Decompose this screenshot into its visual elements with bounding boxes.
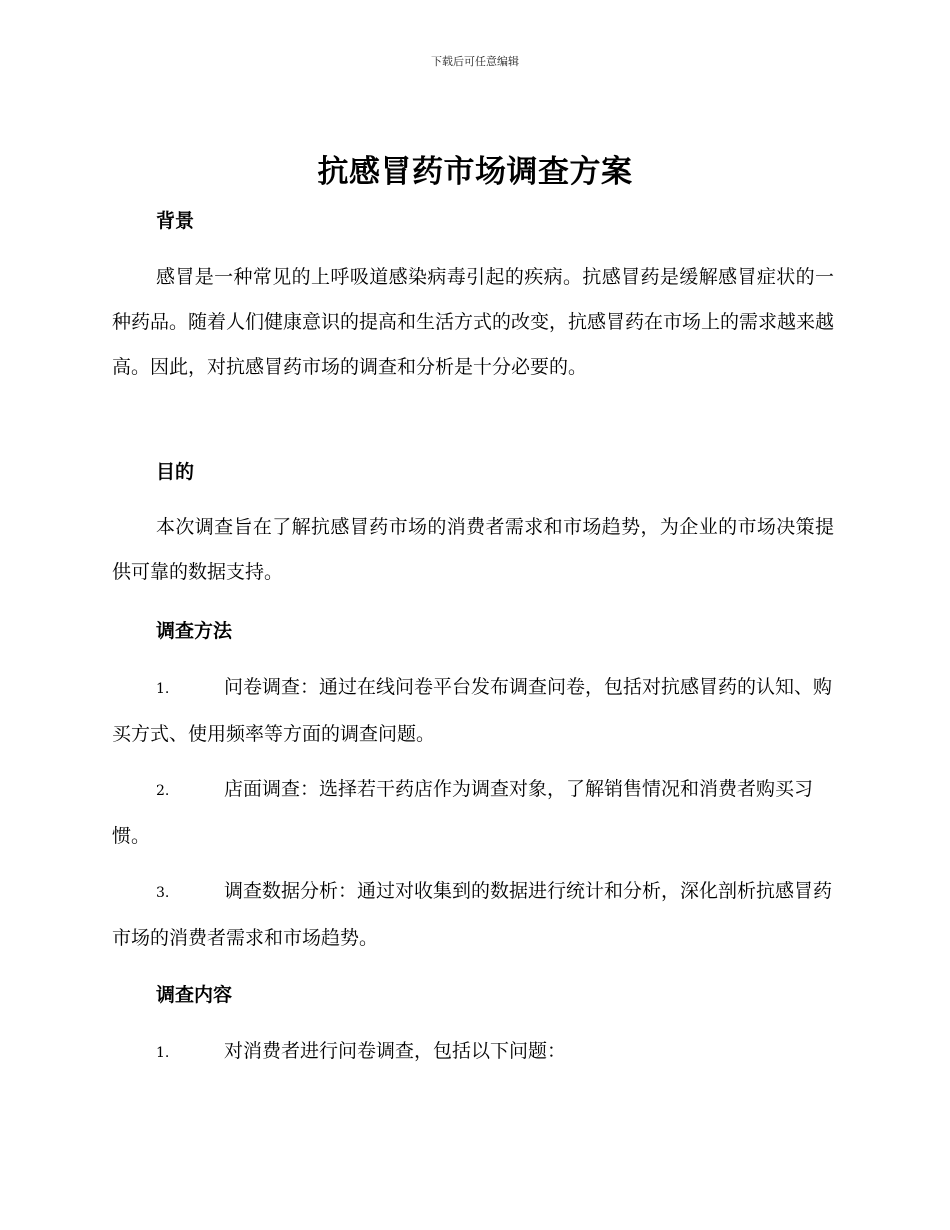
paragraph-purpose: 本次调查旨在了解抗感冒药市场的消费者需求和市场趋势，为企业的市场决策提供可靠的数据支持。 bbox=[112, 516, 834, 583]
section-heading-methods: 调查方法 bbox=[156, 620, 233, 642]
list-item bbox=[112, 869, 834, 961]
section-heading-background: 背景 bbox=[156, 210, 195, 232]
list-item-number: 1. bbox=[156, 681, 170, 697]
paragraph-background: 感冒是一种常见的上呼吸道感染病毒引起的疾病。抗感冒药是缓解感冒症状的一种药品。随着人们健康意识的提高和生活方式的改变，抗感冒药在市场上的需求越来越高。因此，对抗感冒药市场的调查和分析是十分必要的。 bbox=[112, 266, 835, 378]
list-item-number: 1. bbox=[156, 1045, 170, 1061]
list-item-number: 2. bbox=[156, 783, 170, 799]
list-item-text: 问卷调查：通过在线问卷平台发布调查问卷，包括对抗感冒药的认知、购买方式、使用频率等方面的调查问题。 bbox=[112, 676, 833, 745]
section-heading-content: 调查内容 bbox=[156, 984, 233, 1006]
list-item-text: 调查数据分析：通过对收集到的数据进行统计和分析，深化剖析抗感冒药市场的消费者需求和市场趋势。 bbox=[112, 880, 833, 949]
list-item-text: 店面调查：选择若干药店作为调查对象，了解销售情况和消费者购买习惯。 bbox=[112, 778, 814, 847]
list-item bbox=[112, 665, 834, 757]
list-item bbox=[112, 1029, 834, 1076]
page-header-note: 下载后可任意编辑 bbox=[431, 55, 519, 68]
list-item-text: 对消费者进行问卷调查，包括以下问题： bbox=[224, 1040, 567, 1062]
list-item-number: 3. bbox=[156, 885, 170, 901]
section-heading-purpose: 目的 bbox=[156, 461, 195, 483]
document-title: 抗感冒药市场调查方案 bbox=[317, 154, 633, 190]
list-item bbox=[112, 767, 834, 859]
